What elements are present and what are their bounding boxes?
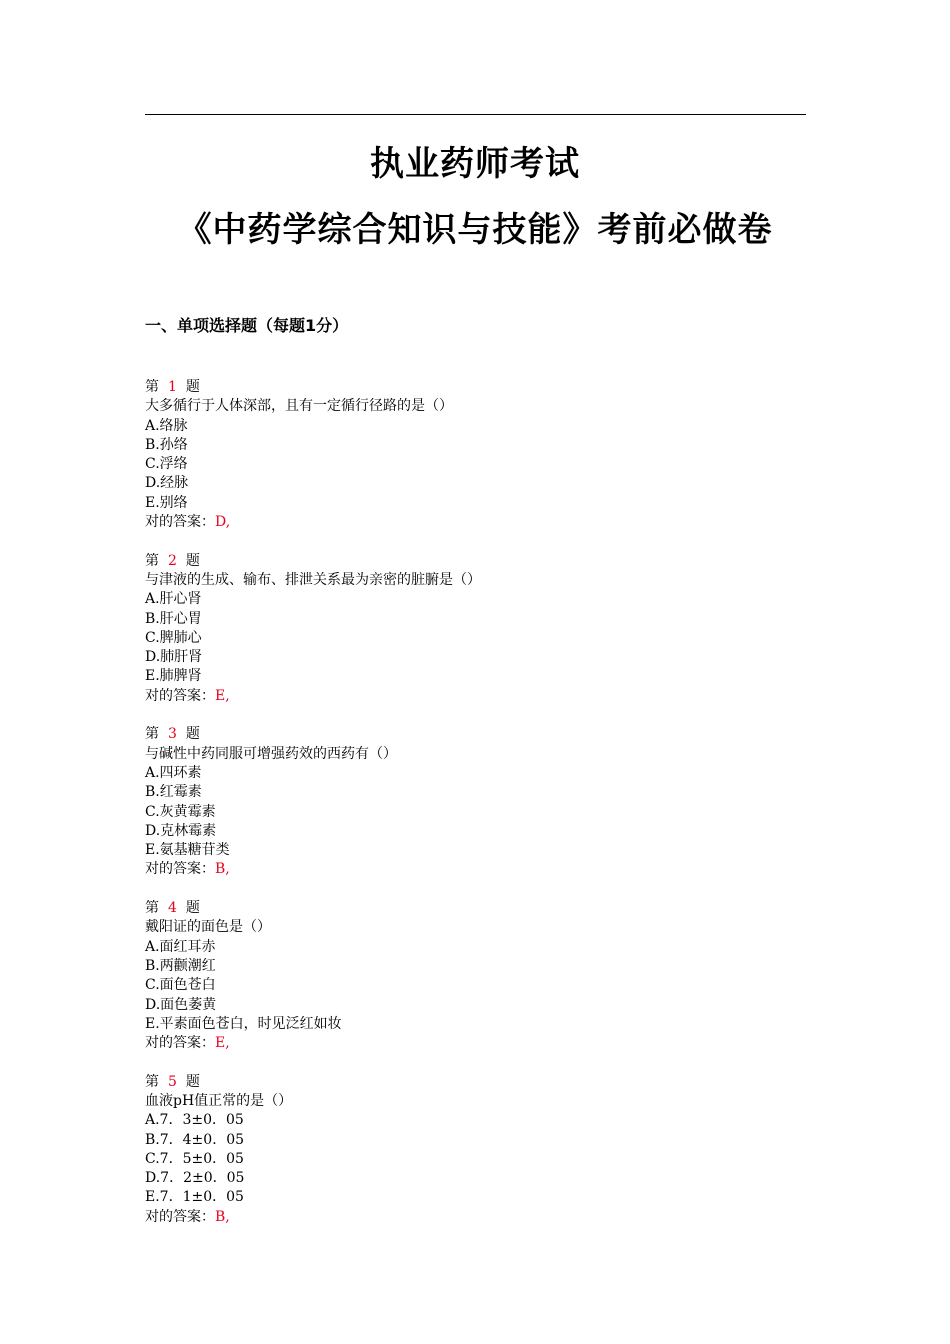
option-e: E.氨基糖苷类 (145, 842, 230, 859)
option-c: C.面色苍白 (145, 977, 216, 994)
answer-value: E, (215, 687, 230, 704)
option-e: E.7．1±0．05 (145, 1189, 244, 1206)
question-suffix: 题 (185, 552, 200, 569)
question-prefix: 第 (145, 552, 159, 569)
question-prefix: 第 (145, 900, 159, 917)
question-2 (145, 552, 805, 706)
question-stem: 大多循行于人体深部，且有一定循行径路的是（） (145, 398, 453, 415)
question-number-line (145, 899, 805, 918)
question-number-line (145, 1073, 805, 1092)
question-number-line (145, 725, 805, 744)
question-prefix: 第 (145, 726, 159, 743)
option-d: D.克林霉素 (145, 822, 217, 839)
answer-line (145, 1034, 805, 1053)
question-3 (145, 725, 805, 879)
question-number: 5 (168, 1073, 177, 1090)
option-e: E.肺脾肾 (145, 668, 202, 685)
option-a: A.四环素 (145, 764, 202, 781)
option-a: A.肝心肾 (145, 591, 202, 608)
answer-label: 对的答案： (145, 861, 215, 878)
question-list (145, 378, 805, 1246)
question-prefix: 第 (145, 1073, 159, 1090)
answer-label: 对的答案： (145, 1035, 215, 1052)
question-1 (145, 378, 805, 532)
question-suffix: 题 (185, 1073, 200, 1090)
question-stem: 戴阳证的面色是（） (145, 919, 271, 936)
option-a: A.面红耳赤 (145, 938, 216, 955)
answer-line (145, 687, 805, 706)
option-e: E.别络 (145, 494, 188, 511)
answer-label: 对的答案： (145, 514, 215, 531)
question-5 (145, 1073, 805, 1227)
option-b: B.孙络 (145, 436, 188, 453)
option-a: A.络脉 (145, 417, 188, 434)
question-suffix: 题 (185, 379, 200, 395)
question-number: 3 (168, 726, 177, 743)
option-b: B.肝心胃 (145, 610, 202, 627)
option-e: E.平素面色苍白，时见泛红如妆 (145, 1015, 342, 1032)
question-number-line (145, 552, 805, 571)
document-title-line1: 执业药师考试 (370, 144, 580, 184)
answer-line (145, 513, 805, 532)
question-number: 4 (168, 900, 177, 917)
question-stem: 与津液的生成、输布、排泄关系最为亲密的脏腑是（） (145, 571, 481, 588)
question-number: 2 (168, 552, 177, 569)
answer-line (145, 1208, 805, 1227)
answer-label: 对的答案： (145, 1208, 215, 1225)
question-number-line (145, 378, 805, 397)
option-c: C.灰黄霉素 (145, 803, 216, 820)
answer-value: B, (215, 1208, 230, 1225)
question-number: 1 (168, 379, 177, 395)
answer-value: E, (215, 1035, 230, 1052)
answer-value: D, (215, 514, 231, 531)
option-c: C.浮络 (145, 456, 188, 473)
answer-line (145, 860, 805, 879)
section-heading: 一、单项选择题（每题1分） (145, 316, 349, 335)
option-c: C.7．5±0．05 (145, 1150, 244, 1167)
option-b: B.红霉素 (145, 784, 202, 801)
option-b: B.7．4±0．05 (145, 1131, 245, 1148)
question-suffix: 题 (185, 900, 200, 917)
answer-value: B, (215, 861, 230, 878)
option-b: B.两颧潮红 (145, 957, 216, 974)
option-c: C.脾肺心 (145, 629, 202, 646)
option-a: A.7．3±0．05 (145, 1112, 244, 1129)
option-d: D.7．2±0．05 (145, 1170, 245, 1187)
option-d: D.面色萎黄 (145, 996, 217, 1013)
question-4 (145, 899, 805, 1053)
header-rule (145, 114, 806, 115)
question-stem: 与碱性中药同服可增强药效的西药有（） (145, 745, 397, 762)
document-title-line2: 《中药学综合知识与技能》考前必做卷 (177, 210, 773, 250)
question-suffix: 题 (185, 726, 200, 743)
option-d: D.经脉 (145, 475, 189, 492)
option-d: D.肺肝肾 (145, 649, 203, 666)
question-stem: 血液pH值正常的是（） (145, 1092, 293, 1109)
answer-label: 对的答案： (145, 687, 215, 704)
question-prefix: 第 (145, 379, 159, 395)
